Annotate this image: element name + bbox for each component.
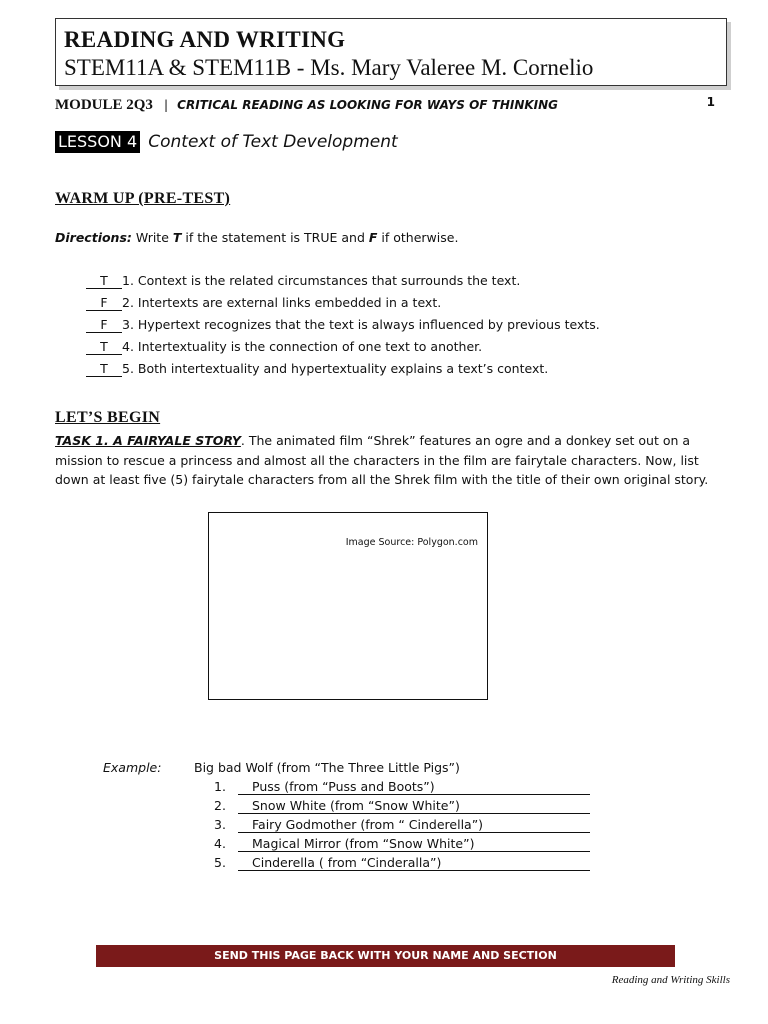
- answer-blank[interactable]: F: [86, 296, 122, 311]
- directions-part3: if otherwise.: [381, 230, 459, 245]
- answer-field[interactable]: Snow White (from “Snow White”): [238, 799, 590, 814]
- module-code: MODULE 2Q3: [55, 97, 153, 113]
- module-line: [55, 94, 715, 112]
- test-item: [86, 317, 600, 333]
- answer-row: [214, 779, 590, 795]
- task-label: TASK 1. A FAIRYALE STORY: [55, 433, 241, 448]
- answer-number: 2.: [214, 798, 226, 813]
- example-text: Big bad Wolf (from “The Three Little Pigs”): [194, 760, 460, 775]
- answer-field[interactable]: Cinderella ( from “Cinderalla”): [238, 856, 590, 871]
- directions-part1: Write: [135, 230, 169, 245]
- test-item: [86, 295, 441, 311]
- answer-blank[interactable]: T: [86, 340, 122, 355]
- directions-part2: if the statement is TRUE and: [185, 230, 365, 245]
- answer-number: 3.: [214, 817, 226, 832]
- lets-begin-heading: LET’S BEGIN: [55, 409, 161, 426]
- document-subtitle: STEM11A & STEM11B - Ms. Mary Valeree M. Cornelio: [64, 55, 594, 80]
- image-placeholder: [208, 512, 488, 700]
- example-label: Example:: [103, 760, 162, 775]
- answer-field[interactable]: Fairy Godmother (from “ Cinderella”): [238, 818, 590, 833]
- answer-row: [214, 817, 590, 833]
- answer-blank[interactable]: T: [86, 362, 122, 377]
- image-source-caption: Image Source: Polygon.com: [345, 537, 478, 548]
- test-item: [86, 339, 482, 355]
- lesson-line: [55, 131, 398, 153]
- answer-field[interactable]: Magical Mirror (from “Snow White”): [238, 837, 590, 852]
- answer-blank[interactable]: F: [86, 318, 122, 333]
- module-separator: |: [164, 98, 169, 112]
- warmup-heading: WARM UP (PRE-TEST): [55, 190, 231, 207]
- directions: [55, 230, 458, 245]
- answer-row: [214, 855, 590, 871]
- answer-field[interactable]: Puss (from “Puss and Boots”): [238, 780, 590, 795]
- directions-label: Directions:: [55, 230, 132, 245]
- task-paragraph: [55, 431, 727, 490]
- test-item-text: 1. Context is the related circumstances that surrounds the text.: [122, 273, 521, 288]
- test-item-text: 3. Hypertext recognizes that the text is always influenced by previous texts.: [122, 317, 600, 332]
- header-box: [55, 18, 727, 86]
- lesson-badge: LESSON 4: [55, 131, 140, 153]
- answer-number: 5.: [214, 855, 226, 870]
- answer-row: [214, 798, 590, 814]
- answer-number: 4.: [214, 836, 226, 851]
- test-item: [86, 361, 548, 377]
- test-item-text: 4. Intertextuality is the connection of one text to another.: [122, 339, 483, 354]
- module-title: CRITICAL READING AS LOOKING FOR WAYS OF THINKING: [177, 98, 559, 112]
- test-item: [86, 273, 520, 289]
- false-letter: F: [368, 230, 378, 245]
- task-text: . The animated film “Shrek” features an ogre and a donkey set out on a mission to rescue a princess and almost all the characters in the film are fairytale characters. Now, list down at least five (5) fairytale characters from all the Shrek film with the title of their own original story.: [55, 433, 709, 487]
- answer-row: [214, 836, 590, 852]
- footer-right-text: Reading and Writing Skills: [611, 974, 730, 986]
- page-number: 1: [706, 95, 715, 109]
- lesson-title: Context of Text Development: [148, 132, 398, 152]
- answer-number: 1.: [214, 779, 226, 794]
- footer-banner: SEND THIS PAGE BACK WITH YOUR NAME AND SECTION: [96, 945, 675, 967]
- answer-blank[interactable]: T: [86, 274, 122, 289]
- test-item-text: 5. Both intertextuality and hypertextuality explains a text’s context.: [122, 361, 549, 376]
- document-title: READING AND WRITING: [64, 27, 346, 52]
- true-letter: T: [172, 230, 182, 245]
- test-item-text: 2. Intertexts are external links embedded in a text.: [122, 295, 442, 310]
